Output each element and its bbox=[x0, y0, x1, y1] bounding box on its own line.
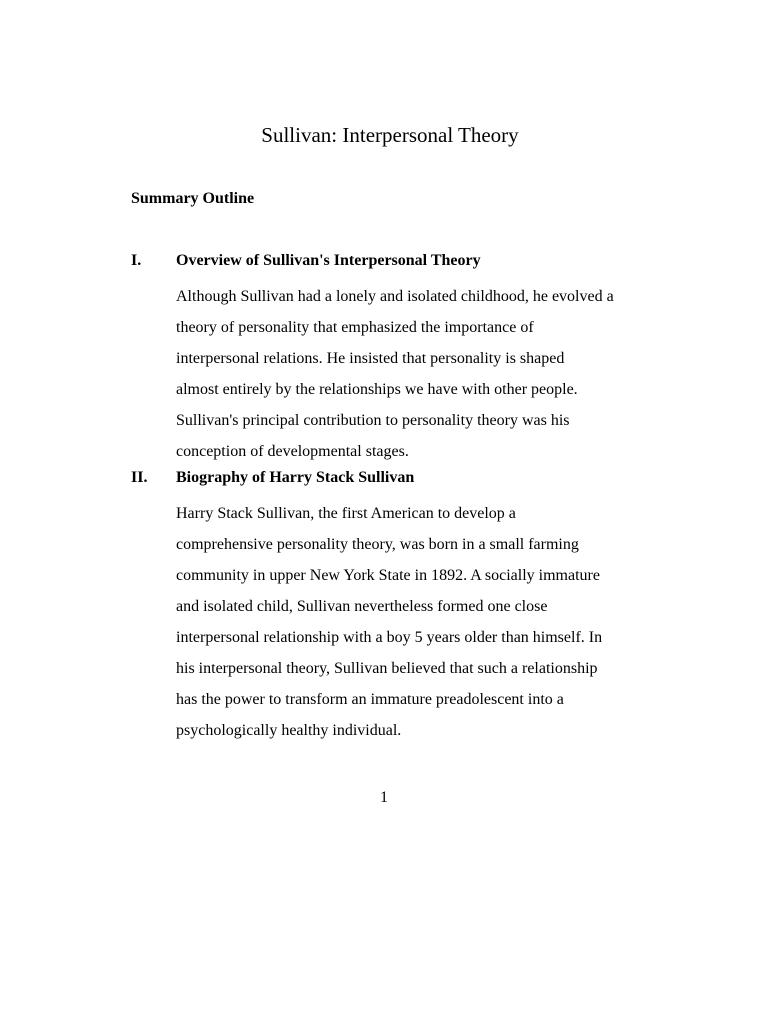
body-line: Sullivan's principal contribution to personality theory was his bbox=[176, 412, 570, 429]
summary-outline-heading: Summary Outline bbox=[131, 190, 255, 207]
body-line: theory of personality that emphasized the importance of bbox=[176, 319, 534, 336]
section-heading: Overview of Sullivan's Interpersonal Theory bbox=[176, 252, 481, 269]
body-line: and isolated child, Sullivan nevertheless formed one close bbox=[176, 598, 548, 615]
body-line: Harry Stack Sullivan, the first American to develop a bbox=[176, 505, 516, 522]
section-numeral: I. bbox=[131, 252, 142, 269]
body-line: comprehensive personality theory, was born in a small farming bbox=[176, 536, 579, 553]
section-body bbox=[176, 281, 656, 467]
page-number: 1 bbox=[380, 789, 388, 806]
section-heading: Biography of Harry Stack Sullivan bbox=[176, 469, 415, 486]
body-line: almost entirely by the relationships we have with other people. bbox=[176, 381, 578, 398]
document-title: Sullivan: Interpersonal Theory bbox=[261, 123, 519, 147]
body-line: interpersonal relationship with a boy 5 years older than himself. In bbox=[176, 629, 603, 646]
body-line: interpersonal relations. He insisted that personality is shaped bbox=[176, 350, 565, 367]
body-line: Although Sullivan had a lonely and isolated childhood, he evolved a bbox=[176, 288, 614, 305]
section-body bbox=[176, 498, 656, 746]
body-line: has the power to transform an immature preadolescent into a bbox=[176, 691, 564, 708]
body-line: his interpersonal theory, Sullivan believed that such a relationship bbox=[176, 660, 598, 677]
section-numeral: II. bbox=[131, 469, 148, 486]
body-line: psychologically healthy individual. bbox=[176, 722, 402, 739]
body-line: community in upper New York State in 1892. A socially immature bbox=[176, 567, 600, 584]
body-line: conception of developmental stages. bbox=[176, 443, 409, 460]
